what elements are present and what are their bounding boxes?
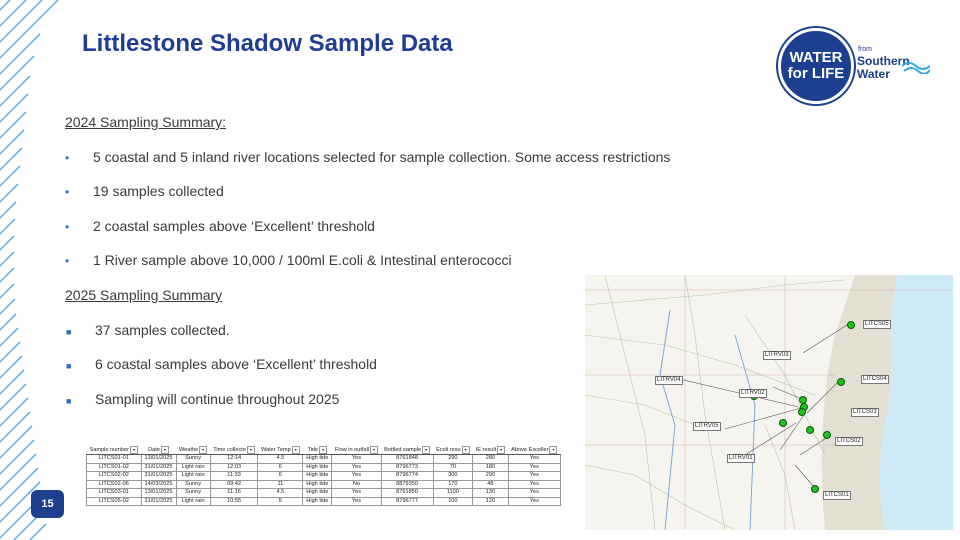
filter-dropdown-icon[interactable]: ▾ <box>130 446 138 454</box>
summary-2024-bullet: • 2 coastal samples above ‘Excellent’ threshold <box>65 218 375 234</box>
table-row <box>87 472 561 481</box>
table-cell[interactable]: Yes <box>508 472 560 481</box>
filter-dropdown-icon[interactable]: ▾ <box>292 446 300 454</box>
column-header[interactable]: Date ▾ <box>141 432 176 455</box>
column-header[interactable]: Above Exceller ▾ <box>508 432 560 455</box>
map-label-litcs05: LITCS05 <box>865 321 889 327</box>
table-cell[interactable]: Yes <box>332 455 381 464</box>
filter-dropdown-icon[interactable]: ▾ <box>319 446 327 454</box>
slide-title: Littlestone Shadow Sample Data <box>82 30 453 57</box>
filter-dropdown-icon[interactable]: ▾ <box>370 446 378 454</box>
table-cell[interactable]: Sunny <box>176 489 210 498</box>
table-cell[interactable]: 11 <box>258 480 303 489</box>
map-label-litrv03: LITRV03 <box>765 352 789 358</box>
map-pin-icon[interactable] <box>823 431 831 439</box>
table-cell[interactable]: 31/01/2025 <box>141 472 176 481</box>
table-cell[interactable]: Yes <box>332 489 381 498</box>
map-label-litrv01: LITRV01 <box>729 455 753 461</box>
summary-2025-bullet: ■ 6 coastal samples above ‘Excellent’ threshold <box>66 356 377 372</box>
table-cell[interactable]: 280 <box>473 455 509 464</box>
column-header[interactable]: IE result ▾ <box>473 432 509 455</box>
table-cell[interactable]: LITCS02-02 <box>87 472 142 481</box>
map-base <box>585 275 953 530</box>
table-cell[interactable]: 290 <box>433 455 473 464</box>
summary-2025-bullet: ■ 37 samples collected. <box>66 322 230 338</box>
logo-brand-line-2: Water <box>857 67 890 81</box>
table-cell[interactable]: 8761848 <box>381 455 433 464</box>
table-cell[interactable]: Yes <box>508 463 560 472</box>
filter-dropdown-icon[interactable]: ▾ <box>549 446 557 454</box>
map-label-litcs01: LITCS01 <box>825 492 849 498</box>
table-cell[interactable]: Yes <box>332 472 381 481</box>
table-cell[interactable]: Light rain <box>176 472 210 481</box>
filter-dropdown-icon[interactable]: ▾ <box>247 446 255 454</box>
summary-2025-bullet: ■ Sampling will continue throughout 2025 <box>66 391 340 407</box>
table-cell[interactable]: 180 <box>473 463 509 472</box>
logo-brand-line-1: Southern <box>857 54 910 68</box>
table-cell[interactable]: 12:14 <box>210 455 258 464</box>
table-cell[interactable]: LITCS05-02 <box>87 497 142 506</box>
table-row <box>87 455 561 464</box>
table-cell[interactable]: High tide <box>303 463 332 472</box>
map-label-litrv02: LITRV02 <box>741 390 765 396</box>
table-row <box>87 497 561 506</box>
table-cell[interactable]: Yes <box>508 455 560 464</box>
table-cell[interactable]: 8796774 <box>381 472 433 481</box>
filter-dropdown-icon[interactable]: ▾ <box>497 446 505 454</box>
bullet-dot-icon: • <box>65 185 70 199</box>
table-cell[interactable]: 5 <box>258 497 303 506</box>
column-header[interactable]: Weathe ▾ <box>176 432 210 455</box>
table-cell[interactable]: Light rain <box>176 497 210 506</box>
table-cell[interactable]: 12:03 <box>210 463 258 472</box>
logo-badge <box>778 28 854 104</box>
table-cell[interactable]: LITCS01-02 <box>87 463 142 472</box>
map-pin-icon[interactable] <box>806 426 814 434</box>
column-header[interactable]: Water Temp ▾ <box>258 432 303 455</box>
sample-data-table <box>86 432 561 506</box>
bullet-dot-icon: • <box>65 151 70 165</box>
summary-2024-heading: 2024 Sampling Summary: <box>65 114 227 130</box>
table-cell[interactable]: 300 <box>433 472 473 481</box>
table-cell[interactable]: 48 <box>473 480 509 489</box>
table-cell[interactable]: 6 <box>258 472 303 481</box>
page-number-badge: 15 <box>31 490 64 518</box>
table-cell[interactable]: 120 <box>473 497 509 506</box>
bullet-square-icon: ■ <box>66 327 72 337</box>
table-cell[interactable]: 1100 <box>433 489 473 498</box>
sampling-locations-map <box>585 275 953 530</box>
column-header[interactable]: Ecoli resu ▾ <box>433 432 473 455</box>
table-cell[interactable]: 11:33 <box>210 472 258 481</box>
filter-dropdown-icon[interactable]: ▾ <box>422 446 430 454</box>
table-cell[interactable]: 170 <box>433 480 473 489</box>
table-cell[interactable]: 70 <box>433 463 473 472</box>
summary-2024-bullet: • 19 samples collected <box>65 183 224 199</box>
table-cell[interactable]: 31/01/2025 <box>141 497 176 506</box>
map-pin-icon[interactable] <box>847 321 855 329</box>
table-cell[interactable]: 4.5 <box>258 489 303 498</box>
wave-icon <box>902 60 930 74</box>
table-cell[interactable]: 8879350 <box>381 480 433 489</box>
table-cell[interactable]: LITCS03-01 <box>87 489 142 498</box>
table-cell[interactable]: 6 <box>258 463 303 472</box>
map-label-litrv04: LITRV04 <box>657 377 681 383</box>
map-pin-icon[interactable] <box>798 408 806 416</box>
column-header[interactable]: Time collecte ▾ <box>210 432 258 455</box>
table-cell[interactable]: 14/03/2025 <box>141 480 176 489</box>
table-cell[interactable]: 8796777 <box>381 497 433 506</box>
summary-2024-bullet: • 5 coastal and 5 inland river locations selected for sample collection. Some access restrictions <box>65 149 671 165</box>
summary-2025-heading: 2025 Sampling Summary <box>65 287 223 303</box>
table-cell[interactable]: 100 <box>433 497 473 506</box>
table-cell[interactable]: 290 <box>473 472 509 481</box>
table-header-row <box>87 432 561 455</box>
table-cell[interactable]: Yes <box>332 497 381 506</box>
table-cell[interactable]: 13/01/2025 <box>141 489 176 498</box>
table-cell[interactable]: LITCS01-01 <box>87 455 142 464</box>
table-cell[interactable]: 8761850 <box>381 489 433 498</box>
table-cell[interactable]: 4.5 <box>258 455 303 464</box>
table-cell[interactable]: 130 <box>473 489 509 498</box>
table-cell[interactable]: 11:16 <box>210 489 258 498</box>
table-cell[interactable]: Light rain <box>176 463 210 472</box>
table-cell[interactable]: High tide <box>303 480 332 489</box>
table-cell[interactable]: High tide <box>303 489 332 498</box>
table-cell[interactable]: Yes <box>508 480 560 489</box>
map-pin-icon[interactable] <box>811 485 819 493</box>
map-pin-icon[interactable] <box>837 378 845 386</box>
table-cell[interactable]: 31/01/2025 <box>141 463 176 472</box>
filter-dropdown-icon[interactable]: ▾ <box>462 446 470 454</box>
column-header[interactable]: Tide ▾ <box>303 432 332 455</box>
map-label-litrv05: LITRV05 <box>695 423 719 429</box>
column-header[interactable]: Flow in outfall ▾ <box>332 432 381 455</box>
column-header[interactable]: Sample number ▾ <box>87 432 142 455</box>
table-cell[interactable]: No <box>332 480 381 489</box>
table-row <box>87 489 561 498</box>
table-cell[interactable]: LITCS02-06 <box>87 480 142 489</box>
column-header[interactable]: Bottled sample ▾ <box>381 432 433 455</box>
map-label-litcs03: LITCS03 <box>853 409 877 415</box>
bullet-dot-icon: • <box>65 220 70 234</box>
table-cell[interactable]: Sunny <box>176 480 210 489</box>
map-pin-icon[interactable] <box>779 419 787 427</box>
decorative-stripes <box>0 0 58 540</box>
table-row <box>87 463 561 472</box>
table-cell[interactable]: High tide <box>303 472 332 481</box>
logo-line-1: WATER <box>789 49 843 66</box>
filter-dropdown-icon[interactable]: ▾ <box>161 446 169 454</box>
bullet-square-icon: ■ <box>66 361 72 371</box>
water-for-life-logo <box>778 28 934 100</box>
table-row <box>87 480 561 489</box>
table-cell[interactable]: Yes <box>508 497 560 506</box>
bullet-square-icon: ■ <box>66 396 72 406</box>
map-label-litcs02: LITCS02 <box>837 438 861 444</box>
table-cell[interactable]: 10:55 <box>210 497 258 506</box>
summary-2024-bullet: • 1 River sample above 10,000 / 100ml E.coli & Intestinal enterococci <box>65 252 512 268</box>
bullet-dot-icon: • <box>65 254 70 268</box>
table-cell[interactable]: 09:42 <box>210 480 258 489</box>
table-cell[interactable]: 13/01/2025 <box>141 455 176 464</box>
table-cell[interactable]: High tide <box>303 497 332 506</box>
logo-from-text: from <box>858 46 872 53</box>
table-cell[interactable]: Yes <box>332 463 381 472</box>
table-cell[interactable]: 8796773 <box>381 463 433 472</box>
map-label-litcs04: LITCS04 <box>863 376 887 382</box>
logo-line-2: for LIFE <box>787 65 845 82</box>
table-cell[interactable]: High tide <box>303 455 332 464</box>
filter-dropdown-icon[interactable]: ▾ <box>199 446 207 454</box>
table-cell[interactable]: Yes <box>508 489 560 498</box>
table-cell[interactable]: Sunny <box>176 455 210 464</box>
